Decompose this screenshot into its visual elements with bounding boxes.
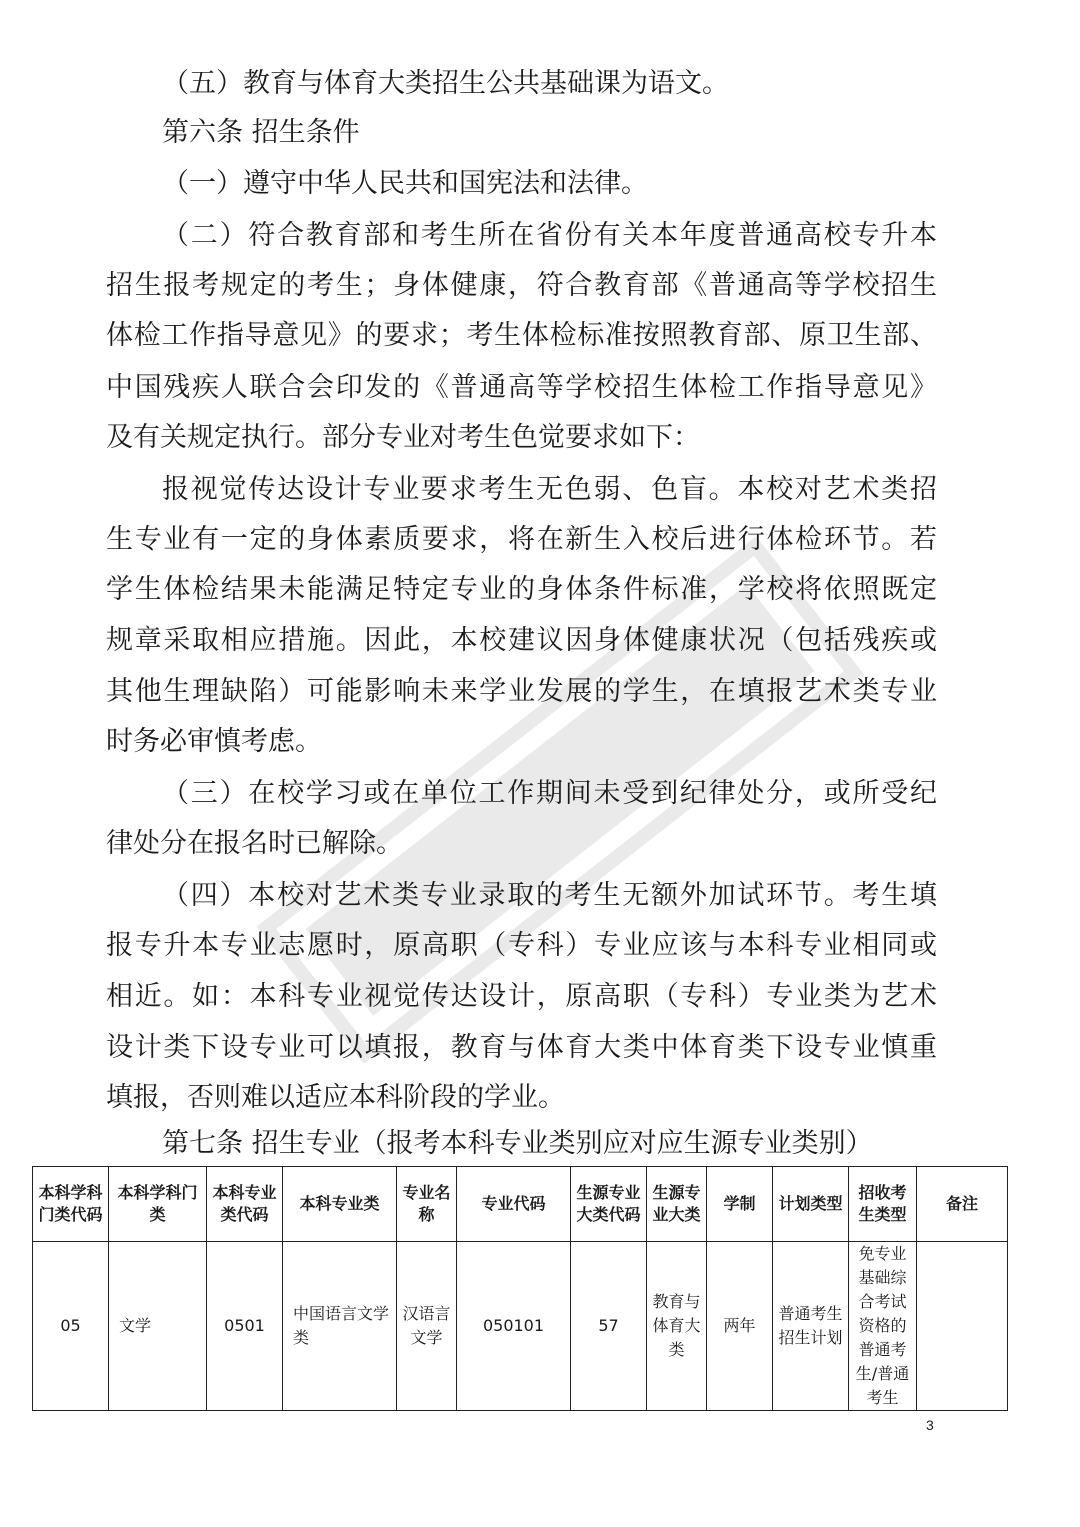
table-cell: 文学 — [109, 1242, 207, 1411]
condition-four-line: 报专升本专业志愿时，原高职（专科）专业应该与本科专业相同或 — [106, 930, 937, 961]
header-cell: 本科专业类 — [283, 1167, 397, 1242]
condition-one: （一）遵守中华人民共和国宪法和法律。 — [162, 168, 648, 199]
header-cell: 计划类型 — [773, 1167, 849, 1242]
header-cell: 专业代码 — [457, 1167, 571, 1242]
color-requirement-line: 学生体检结果未能满足特定专业的身体条件标准，学校将依照既定 — [106, 574, 937, 605]
major-plan-table — [32, 1166, 1008, 1411]
header-cell: 招收考生类型 — [849, 1167, 917, 1242]
color-requirement-line: 其他生理缺陷）可能影响未来学业发展的学生，在填报艺术类专业 — [106, 676, 937, 707]
page-number: 3 — [926, 1417, 934, 1433]
condition-four-line: 设计类下设专业可以填报，教育与体育大类中体育类下设专业慎重 — [106, 1032, 937, 1063]
table-cell — [917, 1242, 1008, 1411]
condition-three-line: （三）在校学习或在单位工作期间未受到纪律处分，或所受纪 — [162, 778, 937, 809]
condition-four-line: （四）本校对艺术类专业录取的考生无额外加试环节。考生填 — [162, 880, 937, 911]
condition-four-line: 相近。如：本科专业视觉传达设计，原高职（专科）专业类为艺术 — [106, 981, 937, 1012]
article-six-heading: 第六条 招生条件 — [162, 117, 360, 148]
color-requirement-line: 生专业有一定的身体素质要求，将在新生入校后进行体检环节。若 — [106, 524, 937, 555]
color-requirement-line: 时务必审慎考虑。 — [106, 726, 322, 757]
table-cell: 05 — [33, 1242, 109, 1411]
condition-two-line: 中国残疾人联合会印发的《普通高等学校招生体检工作指导意见》 — [106, 372, 937, 403]
table-cell: 汉语言文学 — [397, 1242, 457, 1411]
condition-two-line: 及有关规定执行。部分专业对考生色觉要求如下： — [106, 422, 700, 453]
item-five: （五）教育与体育大类招生公共基础课为语文。 — [162, 68, 729, 99]
header-cell: 本科专业类代码 — [207, 1167, 283, 1242]
table-cell: 050101 — [457, 1242, 571, 1411]
condition-four-line: 填报，否则难以适应本科阶段的学业。 — [106, 1082, 565, 1113]
header-cell: 生源专业大类代码 — [571, 1167, 647, 1242]
header-cell: 本科学科门类代码 — [33, 1167, 109, 1242]
table-row — [33, 1242, 1008, 1411]
condition-three-line: 律处分在报名时已解除。 — [106, 828, 403, 859]
table-cell: 57 — [571, 1242, 647, 1411]
table-cell: 普通考生招生计划 — [773, 1242, 849, 1411]
table-cell: 0501 — [207, 1242, 283, 1411]
condition-two-line: 体检工作指导意见》的要求；考生体检标准按照教育部、原卫生部、 — [106, 320, 937, 351]
article-seven-heading: 第七条 招生专业（报考本科专业类别应对应生源专业类别） — [162, 1128, 873, 1159]
table-cell: 两年 — [707, 1242, 773, 1411]
header-cell: 专业名称 — [397, 1167, 457, 1242]
condition-two-line: （二）符合教育部和考生所在省份有关本年度普通高校专升本 — [162, 220, 937, 251]
header-cell: 学制 — [707, 1167, 773, 1242]
color-requirement-line: 报视觉传达设计专业要求考生无色弱、色盲。本校对艺术类招 — [162, 474, 937, 505]
table-cell: 中国语言文学类 — [283, 1242, 397, 1411]
table-cell: 免专业基础综合考试资格的普通考生/普通考生 — [849, 1242, 917, 1411]
table-header-row — [33, 1167, 1008, 1242]
header-cell: 生源专业大类 — [647, 1167, 707, 1242]
condition-two-line: 招生报考规定的考生；身体健康，符合教育部《普通高等学校招生 — [106, 270, 937, 301]
header-cell: 本科学科门类 — [109, 1167, 207, 1242]
color-requirement-line: 规章采取相应措施。因此，本校建议因身体健康状况（包括残疾或 — [106, 625, 937, 656]
header-cell: 备注 — [917, 1167, 1008, 1242]
table-cell: 教育与体育大类 — [647, 1242, 707, 1411]
